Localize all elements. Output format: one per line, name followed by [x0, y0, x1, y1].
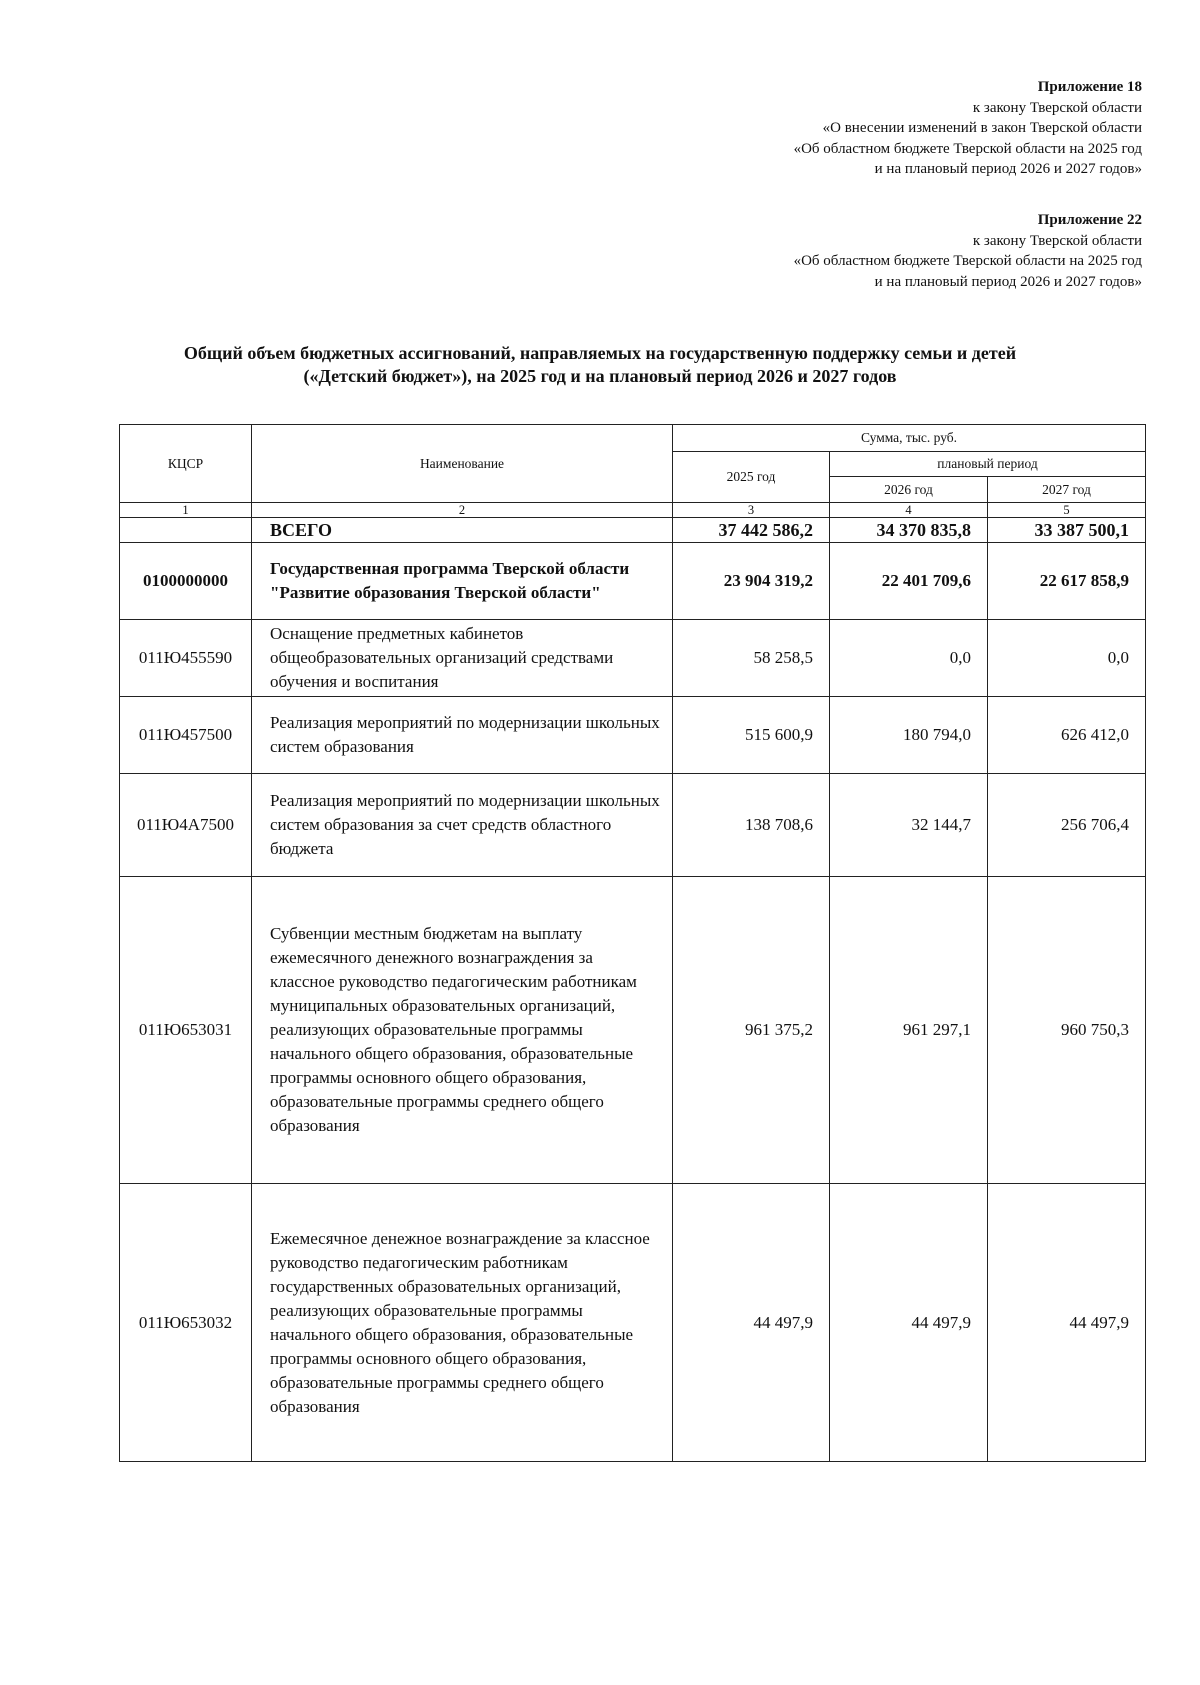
table-row — [120, 620, 1146, 697]
column-number: 2 — [252, 503, 673, 518]
appendix-22-line: «Об областном бюджете Тверской области на 2025 год — [793, 253, 1142, 269]
row-value-2027: 0,0 — [988, 620, 1146, 697]
total-2026: 34 370 835,8 — [830, 518, 988, 543]
appendix-22-line: и на плановый период 2026 и 2027 годов» — [874, 273, 1142, 290]
total-2027: 33 387 500,1 — [988, 518, 1146, 543]
column-number-row — [120, 503, 1146, 518]
column-number: 4 — [830, 503, 988, 518]
row-value-2026: 22 401 709,6 — [830, 543, 988, 620]
row-value-2026: 961 297,1 — [830, 877, 988, 1184]
row-value-2025: 138 708,6 — [673, 774, 830, 877]
appendix-22-title: Приложение 22 — [1037, 212, 1142, 228]
appendix-22-line: к закону Тверской области — [972, 232, 1142, 249]
table-row — [120, 774, 1146, 877]
row-value-2027: 44 497,9 — [988, 1184, 1146, 1462]
row-value-2026: 180 794,0 — [830, 697, 988, 774]
row-value-2026: 44 497,9 — [830, 1184, 988, 1462]
row-value-2025: 23 904 319,2 — [673, 543, 830, 620]
total-label: ВСЕГО — [252, 518, 673, 543]
row-code: 011Ю653032 — [120, 1184, 252, 1462]
document-title — [100, 342, 1100, 388]
appendix-18-line: «О внесении изменений в закон Тверской области — [822, 120, 1142, 136]
row-value-2027: 626 412,0 — [988, 697, 1146, 774]
row-value-2025: 58 258,5 — [673, 620, 830, 697]
row-value-2025: 961 375,2 — [673, 877, 830, 1184]
table-row — [120, 543, 1146, 620]
header-kcsr: КЦСР — [120, 425, 252, 503]
document-title-line-2: («Детский бюджет»), на 2025 год и на плановый период 2026 и 2027 годов — [303, 366, 897, 386]
row-value-2026: 0,0 — [830, 620, 988, 697]
row-value-2026: 32 144,7 — [830, 774, 988, 877]
header-2027: 2027 год — [988, 477, 1146, 503]
header-sum: Сумма, тыс. руб. — [673, 425, 1146, 452]
row-value-2027: 256 706,4 — [988, 774, 1146, 877]
budget-table — [119, 424, 1146, 1462]
header-name: Наименование — [252, 425, 673, 503]
header-2025: 2025 год — [673, 452, 830, 503]
row-name: Государственная программа Тверской области "Развитие образования Тверской области" — [252, 543, 673, 620]
column-number: 5 — [988, 503, 1146, 518]
appendix-22-block — [794, 210, 1142, 292]
appendix-18-line: к закону Тверской области — [972, 99, 1142, 116]
row-name: Реализация мероприятий по модернизации школьных систем образования за счет средств областного бюджета — [252, 774, 673, 877]
row-code: 011Ю457500 — [120, 697, 252, 774]
total-row — [120, 518, 1146, 543]
row-name: Оснащение предметных кабинетов общеобразовательных организаций средствами обучения и воспитания — [252, 620, 673, 697]
appendix-18-title: Приложение 18 — [1037, 79, 1142, 95]
row-value-2027: 22 617 858,9 — [988, 543, 1146, 620]
row-value-2025: 515 600,9 — [673, 697, 830, 774]
row-name: Реализация мероприятий по модернизации школьных систем образования — [252, 697, 673, 774]
total-2025: 37 442 586,2 — [673, 518, 830, 543]
row-code: 011Ю455590 — [120, 620, 252, 697]
appendix-18-line: и на плановый период 2026 и 2027 годов» — [874, 161, 1142, 177]
row-value-2027: 960 750,3 — [988, 877, 1146, 1184]
document-title-line-1: Общий объем бюджетных ассигнований, направляемых на государственную поддержку семьи и детей — [183, 343, 1017, 363]
row-name: Ежемесячное денежное вознаграждение за классное руководство педагогическим работникам государственных образовательных организаций, реализующих образовательные программы начального общего образования, образовательные программы основного общего образования, образовательные программы среднего общего образования — [252, 1184, 673, 1462]
header-row-1 — [120, 425, 1146, 452]
column-number: 1 — [120, 503, 252, 518]
row-code: 011Ю653031 — [120, 877, 252, 1184]
appendix-18-line: «Об областном бюджете Тверской области на 2025 год — [793, 140, 1142, 157]
header-2026: 2026 год — [830, 477, 988, 503]
row-code: 011Ю4А7500 — [120, 774, 252, 877]
row-code: 0100000000 — [120, 543, 252, 620]
table-row — [120, 877, 1146, 1184]
table-row — [120, 1184, 1146, 1462]
row-value-2025: 44 497,9 — [673, 1184, 830, 1462]
row-name: Субвенции местным бюджетам на выплату ежемесячного денежного вознаграждения за классное руководство педагогическим работникам муниципальных образовательных организаций, реализующих образовательные программы начального общего образования, образовательные программы основного общего образования, образовательные программы среднего общего образования — [252, 877, 673, 1184]
table-row — [120, 697, 1146, 774]
appendix-18-block — [794, 77, 1142, 180]
header-planned-period: плановый период — [830, 452, 1146, 477]
total-code-cell — [120, 518, 252, 543]
column-number: 3 — [673, 503, 830, 518]
